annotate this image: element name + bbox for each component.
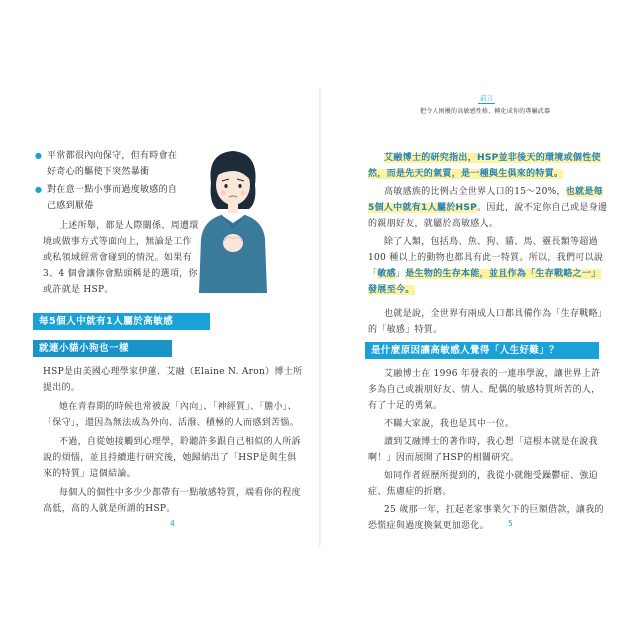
paragraph: 不瞞大家說，我也是其中一位。 <box>384 419 515 429</box>
intro-paragraph: 上述所舉，都是人際關係、周遭環境或做事方式等面向上，無論是工作或私領域經常會碰到的情況。如果有 3、4 個會讓你會點頭稱是的選項，你或許就是 HSP。 <box>43 221 199 295</box>
left-body-text <box>43 364 305 520</box>
page-number: 4 <box>170 519 175 528</box>
page-number: 5 <box>508 519 513 528</box>
bullet-item <box>35 182 185 214</box>
highlighted-text: 艾融博士的研究指出，HSP並非後天的環境或個性使然，而是先天的氣質，是一種與生俱來的特質。 <box>368 153 601 179</box>
highlighted-text: 是生物的生存本能，並且作為「生存戰略之一」發展至今。 <box>368 269 601 295</box>
text-run: 高敏感族的比例占全世界人口的15～20%， <box>384 187 566 197</box>
paragraph: 如同作者經歷所提到的，我從小就飽受躁鬱症、強迫症、焦慮症的折磨。 <box>368 471 598 497</box>
worried-woman-illustration <box>193 143 273 293</box>
paragraph: 每個人的個性中多少少都帶有一點敏感特質，端看你的程度高低，高的人就是所謂的HSP。 <box>43 488 301 514</box>
subsection-banner: 就連小貓小狗也一樣 <box>33 340 172 357</box>
bullet-text: 平常都很內向保守，但有時會在好奇心的驅使下突然暴衝 <box>47 151 178 177</box>
bullet-item <box>35 148 185 180</box>
running-header-tag: 前言 <box>480 94 493 102</box>
bullet-text: 對在意一點小事而過度敏感的自己感到厭倦 <box>47 185 178 211</box>
bullet-dot-icon: ● <box>35 151 43 160</box>
paragraph: 也就是說，全世界有兩成人口都具備作為「生存戰略」的「敏感」特質。 <box>368 309 608 335</box>
paragraph <box>368 150 608 182</box>
highlighted-text: 敏感 <box>377 269 396 279</box>
section-banner: 是什麼原因讓高敏感人覺得「人生好難」？ <box>365 342 599 359</box>
bullet-list <box>35 148 185 216</box>
text-run: 。因此，說不定你自己或是身邊的親朋好友，就屬於高敏感人。 <box>368 203 608 229</box>
bullet-dot-icon: ● <box>35 185 43 194</box>
paragraph <box>368 234 608 298</box>
book-spread <box>25 88 615 546</box>
paragraph: 25 歲那一年，扛起老家事業欠下的巨額借款，讓我的恐慌症與過度換氣更加惡化。 <box>368 505 604 531</box>
paragraph: HSP是由美國心理學家伊蓮．艾融（Elaine N. Aron）博士所提出的。 <box>43 367 303 393</box>
paragraph: 她在青春期的時候也常被說「內向」、「神經質」、「膽小」、「保守」，還因為無法成為外向、活潑、積極的人而感到苦惱。 <box>43 402 299 428</box>
right-page <box>320 88 615 546</box>
paragraph: 讀到艾融博士的著作時，我心想「這根本就是在說我啊！」因而展開了HSP的相關研究。 <box>368 437 598 463</box>
left-page <box>25 88 320 546</box>
section-banner: 每5個人中就有1人屬於高敏感 <box>33 313 210 330</box>
right-body-text-2 <box>368 366 608 536</box>
paragraph <box>368 184 608 232</box>
text-run: 除了人類，包括鳥、魚、狗、貓、馬、靈長類等超過 100 種以上的動物也都具有此一特質。所以，我們可以說「 <box>368 237 604 279</box>
right-body-text <box>368 150 608 340</box>
paragraph: 不過，自從她接觸到心理學，聆聽許多跟自己相似的人所訴說的煩惱，並且持續進行研究後，她歸納出了「HSP是與生俱來的特質」這個結論。 <box>43 437 301 479</box>
text-run: 」 <box>395 269 406 279</box>
highlighted-text: 也就是每5個人中就有1人屬於HSP <box>368 187 603 213</box>
running-header-subtitle: 把令人困擾的高敏感性格，轉化成你的專屬武器 <box>420 108 551 115</box>
paragraph: 艾融博士在 1996 年發表的一連串學說，讓世界上許多為自己或親朋好友、情人、配偶的敏感特質所苦的人，有了十足的勇氣。 <box>368 369 601 411</box>
